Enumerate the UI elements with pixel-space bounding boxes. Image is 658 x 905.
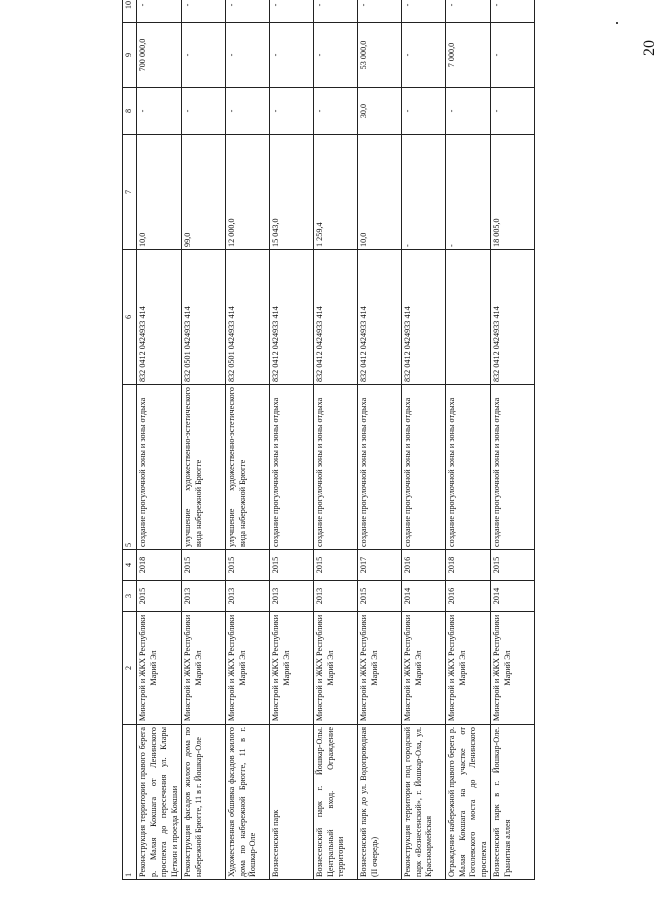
start-year: 2013 <box>226 581 270 612</box>
table-row <box>137 0 182 880</box>
column-header: 10 <box>123 0 137 23</box>
start-year: 2014 <box>491 581 535 612</box>
measure-name: Реконструкция территории под городской парк «Вознесенский», г. Йошкар-Ола, ул. Красноармейская <box>402 725 446 880</box>
start-year: 2013 <box>182 581 226 612</box>
table-row <box>314 0 358 880</box>
responsible-body: Минстрой и ЖКХ Республики Марий Эл <box>446 612 491 725</box>
expected-result: создание прогулочной зоны и зоны отдыха <box>314 385 358 550</box>
amount-col8: - <box>314 88 358 135</box>
amount-col8: - <box>270 88 314 135</box>
table-row <box>402 0 446 880</box>
end-year: 2017 <box>358 550 402 581</box>
measures-table <box>122 0 535 880</box>
measure-name: Реконструкция территории правого берега р. Малая Кокшага от Ленинского проспекта до пересечения ул. Клары Цеткин и проезда Кокшаи <box>137 725 182 880</box>
expected-result: создание прогулочной зоны и зоны отдыха <box>491 385 535 550</box>
amount-col8: - <box>446 88 491 135</box>
column-header: 2 <box>123 612 137 725</box>
start-year: 2015 <box>358 581 402 612</box>
amount-col8: - <box>182 88 226 135</box>
column-header: 5 <box>123 385 137 550</box>
amount-col10: - <box>137 0 182 23</box>
budget-code: 832 0501 0424933 414 <box>182 250 226 385</box>
measure-name: Вознесенский парк г. Йошкар-Олы. Центральный вход. Ограждение территории <box>314 725 358 880</box>
measure-name: Вознесенский парк <box>270 725 314 880</box>
start-year: 2014 <box>402 581 446 612</box>
column-header: 7 <box>123 135 137 250</box>
column-number-row <box>123 0 137 880</box>
end-year: 2018 <box>137 550 182 581</box>
measure-name: Ограждение набережной правого берега р. Малая Кокшага на участке от Гоголевского моста до Ленинского проспекта <box>446 725 491 880</box>
measure-name: Реконструкция фасадов жилого дома по набережной Брюгге, 11 в г. Йошкар-Оле <box>182 725 226 880</box>
amount-col9: - <box>314 23 358 88</box>
budget-code <box>446 250 491 385</box>
column-header: 4 <box>123 550 137 581</box>
table-row <box>270 0 314 880</box>
scan-mark <box>616 22 618 24</box>
amount-col10: - <box>446 0 491 23</box>
amount-col7: 99,0 <box>182 135 226 250</box>
responsible-body: Минстрой и ЖКХ Республики Марий Эл <box>358 612 402 725</box>
end-year: 2018 <box>446 550 491 581</box>
responsible-body: Минстрой и ЖКХ Республики Марий Эл <box>402 612 446 725</box>
amount-col9: - <box>226 23 270 88</box>
amount-col9: - <box>402 23 446 88</box>
budget-code: 832 0412 0424933 414 <box>270 250 314 385</box>
amount-col8: 30,0 <box>358 88 402 135</box>
responsible-body: Минстрой и ЖКХ Республики Марий Эл <box>314 612 358 725</box>
document-table-container <box>122 0 622 880</box>
amount-col7: 10,0 <box>358 135 402 250</box>
measure-name: Художественная обшивка фасадов жилого дома по набережной Брюгге, 11 в г. Йошкар-Оле <box>226 725 270 880</box>
amount-col10: - <box>314 0 358 23</box>
responsible-body: Минстрой и ЖКХ Республики Марий Эл <box>270 612 314 725</box>
column-header: 6 <box>123 250 137 385</box>
column-header: 3 <box>123 581 137 612</box>
responsible-body: Минстрой и ЖКХ Республики Марий Эл <box>491 612 535 725</box>
amount-col9: - <box>491 23 535 88</box>
amount-col10: - <box>491 0 535 23</box>
measure-name: Вознесенский парк до ул. Водопроводная (II очередь) <box>358 725 402 880</box>
amount-col7: 1 259,4 <box>314 135 358 250</box>
amount-col10: - <box>226 0 270 23</box>
column-header: 8 <box>123 88 137 135</box>
table-row <box>226 0 270 880</box>
table-row <box>491 0 535 880</box>
amount-col10: - <box>402 0 446 23</box>
end-year: 2015 <box>491 550 535 581</box>
expected-result: создание прогулочной зоны и зоны отдыха <box>358 385 402 550</box>
start-year: 2013 <box>314 581 358 612</box>
table-row <box>446 0 491 880</box>
amount-col7: - <box>402 135 446 250</box>
expected-result: создание прогулочной зоны и зоны отдыха <box>137 385 182 550</box>
amount-col7: 18 005,0 <box>491 135 535 250</box>
amount-col7: 12 000,0 <box>226 135 270 250</box>
amount-col10: - <box>182 0 226 23</box>
table-row <box>182 0 226 880</box>
expected-result: создание прогулочной зоны и зоны отдыха <box>270 385 314 550</box>
responsible-body: Минстрой и ЖКХ Республики Марий Эл <box>137 612 182 725</box>
amount-col9: 53 000,0 <box>358 23 402 88</box>
amount-col8: - <box>402 88 446 135</box>
end-year: 2015 <box>226 550 270 581</box>
measure-name: Вознесенский парк в г. Йошкар-Оле. Гранитная аллея <box>491 725 535 880</box>
end-year: 2015 <box>314 550 358 581</box>
budget-code: 832 0501 0424933 414 <box>226 250 270 385</box>
amount-col9: - <box>270 23 314 88</box>
column-header: 9 <box>123 23 137 88</box>
amount-col7: 15 043,0 <box>270 135 314 250</box>
amount-col9: 7 000,0 <box>446 23 491 88</box>
table-row <box>358 0 402 880</box>
start-year: 2015 <box>137 581 182 612</box>
end-year: 2016 <box>402 550 446 581</box>
responsible-body: Минстрой и ЖКХ Республики Марий Эл <box>182 612 226 725</box>
budget-code: 832 0412 0424933 414 <box>402 250 446 385</box>
expected-result: создание прогулочной зоны и зоны отдыха <box>446 385 491 550</box>
expected-result: создание прогулочной зоны и зоны отдыха <box>402 385 446 550</box>
budget-code: 832 0412 0424933 414 <box>491 250 535 385</box>
end-year: 2015 <box>270 550 314 581</box>
budget-code: 832 0412 0424933 414 <box>358 250 402 385</box>
amount-col9: - <box>182 23 226 88</box>
expected-result: улучшение художественно-эстетического вида набережной Брюгге <box>226 385 270 550</box>
column-header: 1 <box>123 725 137 880</box>
budget-code: 832 0412 0424933 414 <box>314 250 358 385</box>
amount-col7: 10,0 <box>137 135 182 250</box>
amount-col10: - <box>270 0 314 23</box>
end-year: 2015 <box>182 550 226 581</box>
amount-col8: - <box>226 88 270 135</box>
amount-col10: - <box>358 0 402 23</box>
start-year: 2016 <box>446 581 491 612</box>
amount-col8: - <box>491 88 535 135</box>
amount-col8: - <box>137 88 182 135</box>
amount-col9: 700 000,0 <box>137 23 182 88</box>
budget-code: 832 0412 0424933 414 <box>137 250 182 385</box>
expected-result: улучшение художественно-эстетического вида набережной Брюгге <box>182 385 226 550</box>
responsible-body: Минстрой и ЖКХ Республики Марий Эл <box>226 612 270 725</box>
start-year: 2013 <box>270 581 314 612</box>
amount-col7: - <box>446 135 491 250</box>
page-number: 20 <box>641 40 658 56</box>
